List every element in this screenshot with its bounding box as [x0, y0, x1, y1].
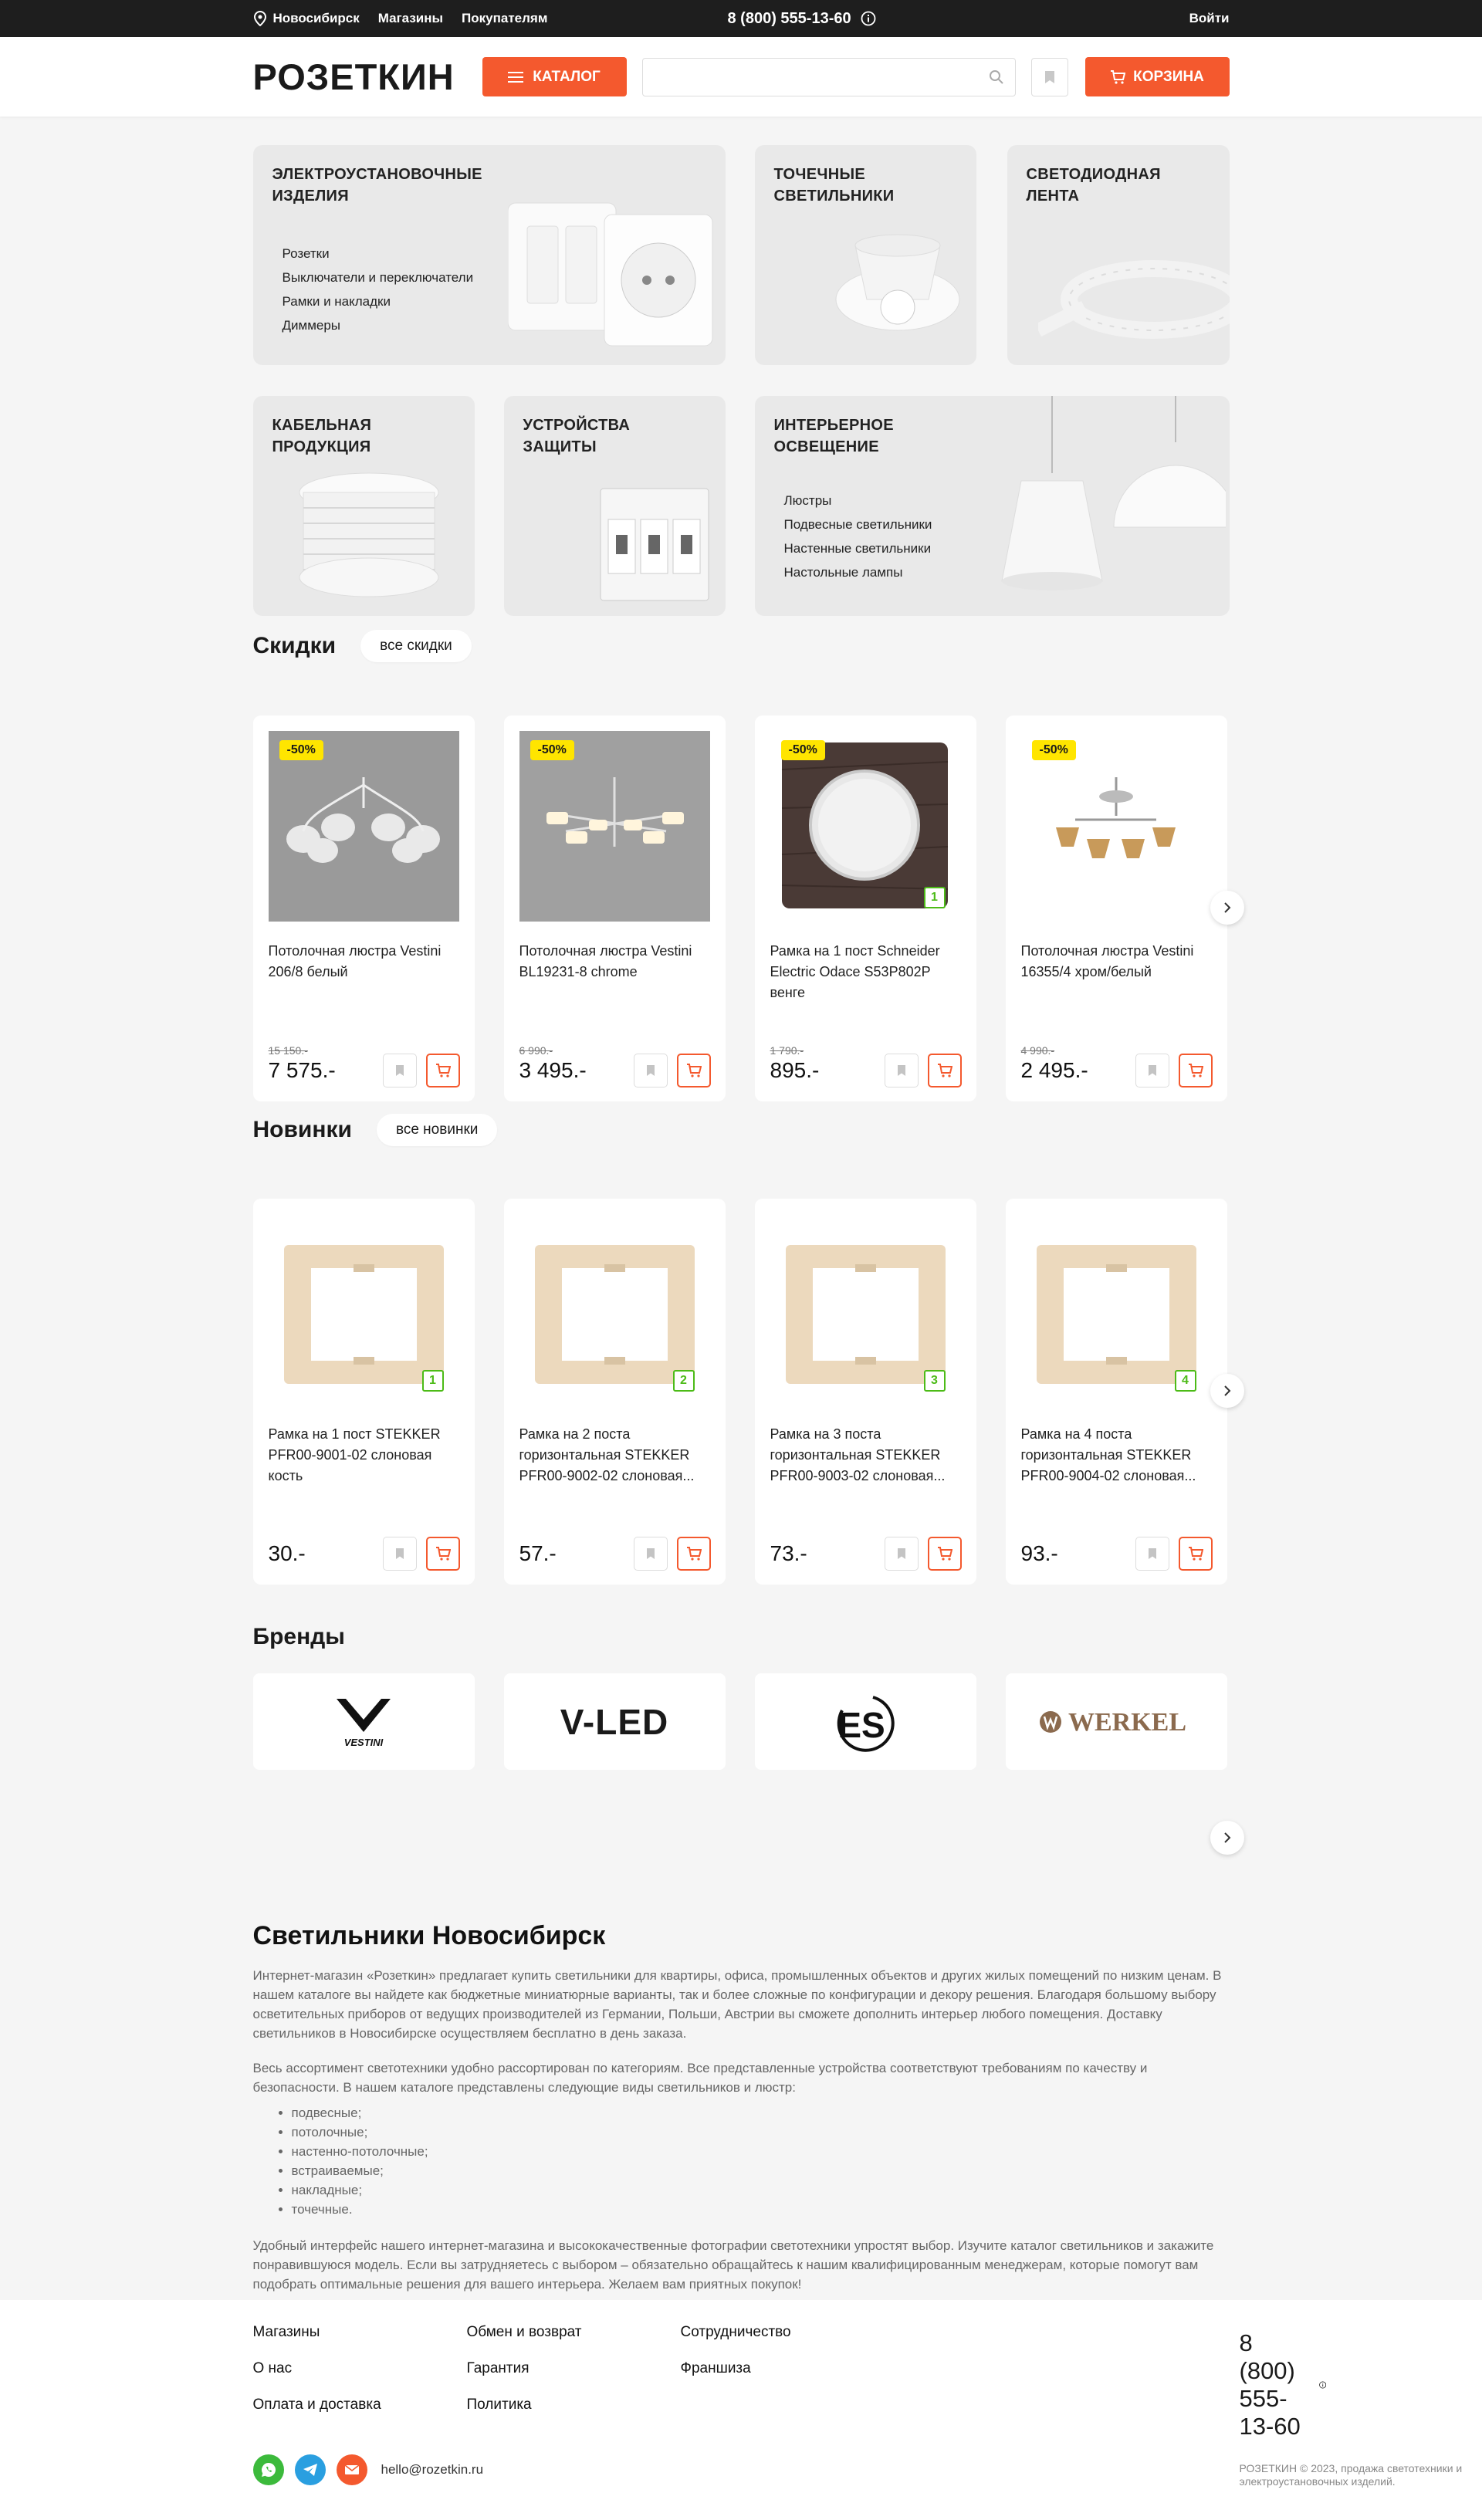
- category-protection[interactable]: [504, 396, 726, 616]
- cart-icon: [435, 1547, 451, 1561]
- news-header: [253, 1114, 498, 1146]
- product-card[interactable]: [253, 1199, 475, 1585]
- svg-text:ES: ES: [837, 1704, 885, 1745]
- vestini-logo: [329, 1695, 398, 1749]
- werkel-logo: [1039, 1703, 1193, 1741]
- price: 57.-: [519, 1541, 557, 1565]
- add-to-favorites-button[interactable]: [383, 1054, 417, 1087]
- price: 7 575.-: [268, 1058, 336, 1082]
- category-title: КАБЕЛЬНАЯ ПРОДУКЦИЯ: [272, 417, 372, 455]
- cart-button[interactable]: [1085, 57, 1230, 96]
- city-selector[interactable]: [253, 11, 360, 26]
- footer-link-warranty[interactable]: Гарантия: [466, 2360, 530, 2376]
- logo[interactable]: РОЗЕТКИН: [252, 56, 455, 97]
- list-item: • накладные;: [292, 2180, 1230, 2200]
- chevron-right-icon: [1223, 1832, 1231, 1844]
- price: 2 495.-: [1020, 1058, 1088, 1082]
- footer-link-cooperation[interactable]: Сотрудничество: [680, 2324, 791, 2340]
- top-phone[interactable]: 8 (800) 555-13-60: [727, 9, 851, 27]
- product-card[interactable]: [755, 715, 976, 1101]
- pendant-lamp-image: [986, 396, 1226, 597]
- product-name[interactable]: Потолочная люстра Vestini 206/8 белый: [268, 943, 442, 979]
- add-to-cart-button[interactable]: [928, 1537, 962, 1571]
- add-to-cart-button[interactable]: [928, 1054, 962, 1087]
- category-cables[interactable]: [253, 396, 475, 616]
- email-icon[interactable]: [337, 2454, 367, 2485]
- es-logo: [827, 1691, 904, 1753]
- all-discounts-button[interactable]: все скидки: [360, 630, 472, 662]
- product-card[interactable]: [504, 1199, 726, 1585]
- add-to-cart-button[interactable]: [677, 1054, 711, 1087]
- brand-es[interactable]: [755, 1673, 976, 1770]
- category-link-table-lamps[interactable]: Настольные лампы: [783, 565, 903, 580]
- bookmark-icon: [897, 1064, 906, 1077]
- seo-paragraph-3: Удобный интерфейс нашего интернет-магазина и высококачественные фотографии светотехники упростят выбор. Изучите каталог светильников и закажите понравившуюся модель. Если вы затрудняетесь с выбором – обязательно обращайтесь к нашим квалифицированным менеджерам, которые помогут вам подобрать оптимальные решения для вашего интерьера. Желаем вам приятных покупок!: [252, 2238, 1214, 2292]
- menu-icon: [508, 72, 523, 83]
- discount-badge: -50%: [530, 740, 574, 760]
- footer-link-stores[interactable]: Магазины: [252, 2324, 320, 2340]
- price: 73.-: [770, 1541, 807, 1565]
- bookmark-icon: [646, 1548, 655, 1560]
- bookmark-icon: [1044, 70, 1055, 84]
- location-pin-icon: [253, 11, 267, 26]
- vled-logo: V-LED: [560, 1701, 669, 1742]
- telegram-icon[interactable]: [295, 2454, 326, 2485]
- catalog-button[interactable]: [482, 57, 627, 96]
- category-link-pendants[interactable]: Подвесные светильники: [783, 517, 932, 532]
- old-price: 1 790.-: [770, 1044, 804, 1057]
- posts-count-badge: 1: [422, 1370, 444, 1392]
- cart-icon: [937, 1064, 952, 1077]
- discount-badge: -50%: [781, 740, 825, 760]
- product-card[interactable]: [253, 715, 475, 1101]
- info-icon[interactable]: [861, 11, 876, 26]
- add-to-favorites-button[interactable]: [1135, 1537, 1169, 1571]
- cart-icon: [1188, 1547, 1203, 1561]
- add-to-cart-button[interactable]: [1179, 1537, 1213, 1571]
- social-links: [253, 2454, 484, 2485]
- whatsapp-icon[interactable]: [253, 2454, 284, 2485]
- circuit-breaker-image: [597, 473, 712, 604]
- bookmark-icon: [1148, 1548, 1157, 1560]
- product-name[interactable]: Рамка на 1 пост STEKKER PFR00-9001-02 слоновая кость: [268, 1426, 441, 1483]
- bookmark-icon: [897, 1548, 906, 1560]
- bookmark-icon: [1148, 1064, 1157, 1077]
- cart-icon: [1110, 70, 1125, 84]
- list-item: • потолочные;: [292, 2123, 1230, 2142]
- category-link-frames[interactable]: Рамки и накладки: [282, 294, 391, 309]
- category-title: УСТРОЙСТВА ЗАЩИТЫ: [523, 417, 631, 455]
- discounts-header: [253, 630, 472, 662]
- seo-title: Светильники Новосибирск: [252, 1921, 606, 1950]
- posts-count-badge: 4: [1175, 1370, 1196, 1392]
- category-link-wall-lamps[interactable]: Настенные светильники: [783, 541, 932, 556]
- discounts-next-arrow[interactable]: [1210, 891, 1244, 925]
- product-name[interactable]: Потолочная люстра Vestini 16355/4 хром/белый: [1020, 943, 1194, 979]
- cart-label: КОРЗИНА: [1133, 68, 1204, 85]
- footer-link-about[interactable]: О нас: [252, 2360, 293, 2376]
- footer-email[interactable]: hello@rozetkin.ru: [381, 2462, 484, 2477]
- cart-icon: [1188, 1064, 1203, 1077]
- list-item: • настенно-потолочные;: [292, 2142, 1230, 2161]
- posts-count-badge: 2: [673, 1370, 695, 1392]
- catalog-label: КАТАЛОГ: [533, 68, 601, 85]
- product-name[interactable]: Рамка на 4 поста горизонтальная STEKKER PFR00-9004-02 слоновая...: [1020, 1426, 1196, 1483]
- header: [0, 37, 1482, 117]
- category-title: ТОЧЕЧНЫЕ СВЕТИЛЬНИКИ: [773, 166, 895, 205]
- brand-werkel[interactable]: [1006, 1673, 1227, 1770]
- product-name[interactable]: Потолочная люстра Vestini BL19231-8 chrome: [519, 943, 692, 979]
- price: 30.-: [268, 1541, 306, 1565]
- list-item: • встраиваемые;: [292, 2161, 1230, 2180]
- add-to-cart-button[interactable]: [426, 1054, 460, 1087]
- top-bar: [0, 0, 1482, 37]
- seo-paragraph-1: Интернет-магазин «Розеткин» предлагает купить светильники для квартиры, офиса, промышленных объектов и других жилых помещений по низким ценам. В нашем каталоге вы найдете как бюджетные миниатюрные варианты, так и более сложные по конфигурации и декору решения. Благодаря большому выбору осветительных приборов от ведущих производителей из Германии, Польши, Австрии вы сможете дополнить интерьер любого помещения. Доставку светильников в Новосибирске осуществляем бесплатно в день заказа.: [252, 1968, 1222, 2041]
- all-news-button[interactable]: все новинки: [377, 1114, 497, 1146]
- add-to-favorites-button[interactable]: [634, 1537, 668, 1571]
- cart-icon: [435, 1064, 451, 1077]
- footer-link-policy[interactable]: Политика: [466, 2397, 532, 2413]
- product-card[interactable]: [1006, 715, 1227, 1101]
- old-price: 15 150.-: [268, 1044, 308, 1057]
- nav-stores[interactable]: Магазины: [377, 11, 444, 25]
- discounts-title: Скидки: [252, 633, 337, 658]
- led-strip-image: [1038, 245, 1230, 353]
- news-next-arrow[interactable]: [1210, 1374, 1244, 1408]
- category-electrical[interactable]: [253, 145, 726, 365]
- price: 3 495.-: [519, 1058, 587, 1082]
- discount-badge: -50%: [1032, 740, 1076, 760]
- category-spotlights[interactable]: [755, 145, 976, 365]
- cart-icon: [937, 1547, 952, 1561]
- switch-socket-image: [508, 191, 716, 353]
- add-to-favorites-button[interactable]: [885, 1054, 919, 1087]
- bookmark-icon: [646, 1064, 655, 1077]
- old-price: 4 990.-: [1020, 1044, 1055, 1057]
- product-card[interactable]: [1006, 1199, 1227, 1585]
- add-to-favorites-button[interactable]: [634, 1054, 668, 1087]
- product-card[interactable]: [755, 1199, 976, 1585]
- brands-next-arrow[interactable]: [1210, 1821, 1244, 1855]
- category-link-chandeliers[interactable]: Люстры: [783, 493, 832, 508]
- product-name[interactable]: Рамка на 1 пост Schneider Electric Odace S53P802P венге: [770, 943, 940, 1000]
- chevron-right-icon: [1223, 1385, 1231, 1397]
- spotlight-image: [832, 215, 963, 353]
- seo-text-block: [252, 1921, 1230, 2309]
- nav-buyers[interactable]: Покупателям: [462, 11, 548, 25]
- cart-icon: [686, 1064, 702, 1077]
- seo-list: [292, 2103, 1230, 2219]
- svg-text:VESTINI: VESTINI: [343, 1736, 384, 1748]
- add-to-cart-button[interactable]: [677, 1537, 711, 1571]
- seo-paragraph-2: Весь ассортимент светотехники удобно рассортирован по категориям. Все представленные устройства соответствуют требованиям по качеству и безопасности. В нашем каталоге представлены следующие виды светильников и люстр:: [252, 2061, 1148, 2095]
- brands-title: Бренды: [252, 1624, 345, 1649]
- svg-text:WERKEL: WERKEL: [1068, 1707, 1187, 1737]
- footer-link-payment[interactable]: Оплата и доставка: [252, 2397, 381, 2413]
- add-to-cart-button[interactable]: [426, 1537, 460, 1571]
- city-label: Новосибирск: [272, 11, 360, 25]
- category-link-dimmers[interactable]: Диммеры: [282, 318, 341, 333]
- footer-link-returns[interactable]: Обмен и возврат: [466, 2324, 582, 2340]
- footer-phone[interactable]: 8 (800) 555-13-60: [1239, 2329, 1301, 2440]
- category-title: ЭЛЕКТРОУСТАНОВОЧНЫЕ ИЗДЕЛИЯ: [272, 166, 482, 205]
- posts-count-badge: 3: [924, 1370, 946, 1392]
- price: 895.-: [770, 1058, 820, 1082]
- login-link[interactable]: Войти: [1189, 11, 1230, 25]
- category-link-sockets[interactable]: Розетки: [282, 246, 330, 261]
- price: 93.-: [1020, 1541, 1058, 1565]
- favorites-button[interactable]: [1031, 58, 1068, 96]
- footer-link-franchise[interactable]: Франшиза: [680, 2360, 751, 2376]
- discount-badge: -50%: [279, 740, 323, 760]
- footer-phone-block: [1240, 2329, 1326, 2441]
- category-title: ИНТЕРЬЕРНОЕ ОСВЕЩЕНИЕ: [773, 417, 894, 455]
- product-name[interactable]: Рамка на 2 поста горизонтальная STEKKER PFR00-9002-02 слоновая...: [519, 1426, 695, 1483]
- old-price: 6 990.-: [519, 1044, 553, 1057]
- cable-reel-image: [292, 469, 446, 612]
- brand-vestini[interactable]: [253, 1673, 475, 1770]
- category-title: СВЕТОДИОДНАЯ ЛЕНТА: [1026, 166, 1161, 205]
- cart-icon: [686, 1547, 702, 1561]
- bookmark-icon: [395, 1548, 404, 1560]
- bookmark-icon: [395, 1064, 404, 1077]
- category-interior-lighting[interactable]: [755, 396, 1230, 616]
- info-icon[interactable]: [1319, 2375, 1326, 2395]
- copyright: РОЗЕТКИН © 2023, продажа светотехники и электроустановочных изделий.: [1239, 2462, 1463, 2488]
- category-link-switches[interactable]: Выключатели и переключатели: [282, 270, 474, 285]
- add-to-cart-button[interactable]: [1179, 1054, 1213, 1087]
- footer: [0, 2300, 1482, 2520]
- add-to-favorites-button[interactable]: [1135, 1054, 1169, 1087]
- list-item: • подвесные;: [292, 2103, 1230, 2123]
- add-to-favorites-button[interactable]: [885, 1537, 919, 1571]
- add-to-favorites-button[interactable]: [383, 1537, 417, 1571]
- brand-vled[interactable]: [504, 1673, 726, 1770]
- main-content: [253, 117, 1230, 2300]
- news-title: Новинки: [252, 1117, 352, 1142]
- search-input[interactable]: [642, 58, 1016, 96]
- search-icon[interactable]: [989, 69, 1004, 85]
- list-item: • точечные.: [292, 2200, 1230, 2219]
- chevron-right-icon: [1223, 901, 1231, 914]
- category-led-strip[interactable]: [1007, 145, 1230, 365]
- product-name[interactable]: Рамка на 3 поста горизонтальная STEKKER PFR00-9003-02 слоновая...: [770, 1426, 946, 1483]
- posts-count-badge: 1: [924, 887, 946, 908]
- product-card[interactable]: [504, 715, 726, 1101]
